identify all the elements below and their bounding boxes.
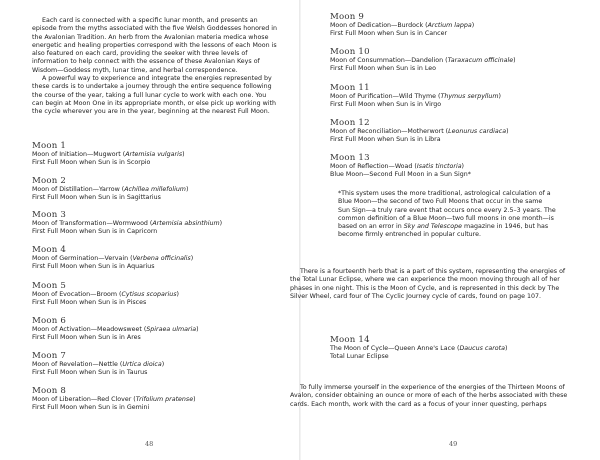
latin-name: Artemisia vulgaris bbox=[125, 151, 183, 158]
moon-herb-line: Moon of Dedication—Burdock (Arctium lappa) bbox=[330, 22, 475, 29]
latin-name: Cytisus scoparius bbox=[121, 291, 177, 298]
moon-sun-line: Blue Moon—Second Full Moon in a Sun Sign* bbox=[330, 171, 471, 179]
moon-herb-line: Moon of Reconciliation—Motherwort (Leonurus cardiaca) bbox=[330, 128, 509, 135]
moon-heading: Moon 2 bbox=[32, 176, 67, 186]
moon-herb-line: Moon of Revelation—Nettle (Urtica dioica) bbox=[32, 361, 165, 368]
moon-heading: Moon 13 bbox=[330, 153, 370, 163]
moon-sun-line: First Full Moon when Sun is in Libra bbox=[330, 136, 441, 144]
moon-heading: Moon 11 bbox=[330, 83, 370, 93]
moon-sun-line: First Full Moon when Sun is in Capricorn bbox=[32, 228, 158, 236]
latin-name: Isatis tinctoria bbox=[416, 163, 462, 170]
moon-heading: Moon 1 bbox=[32, 141, 67, 151]
moon-herb-line: The Moon of Cycle—Queen Anne's Lace (Daucus carota) bbox=[330, 345, 508, 352]
latin-name: Spiraea ulmaria bbox=[146, 326, 197, 333]
moon-sun-line: Total Lunar Eclipse bbox=[330, 353, 389, 361]
moon-entry bbox=[32, 351, 164, 378]
magazine-title: Sky and Telescope bbox=[403, 223, 462, 231]
moon-heading: Moon 8 bbox=[32, 386, 67, 396]
moon-heading: Moon 12 bbox=[330, 118, 370, 128]
intro-paragraph-2: A powerful way to experience and integrate the energies represented by these cards is to undertake a journey through the entire sequence following the course of the year, taking a full lunar cycle to work with each one. You can begin at Moon One in its appropriate month, or else pick up working with the cycle wherever you are in the year, beginning at the nearest Full Moon. bbox=[32, 75, 276, 116]
latin-name: Trifolium pratense bbox=[135, 396, 194, 403]
moon-herb-line: Moon of Activation—Meadowsweet (Spiraea ulmaria) bbox=[32, 326, 199, 333]
latin-name: Verbena officinalis bbox=[132, 255, 191, 262]
latin-name: Achillea millefolium bbox=[124, 186, 186, 193]
left-page bbox=[32, 0, 278, 460]
moon-entry bbox=[330, 335, 507, 362]
moon-herb-line: Moon of Evocation—Broom (Cytisus scoparius) bbox=[32, 291, 179, 298]
moon-entry bbox=[32, 245, 193, 272]
moon-sun-line: First Full Moon when Sun is in Aquarius bbox=[32, 263, 155, 271]
moon-heading: Moon 9 bbox=[330, 12, 365, 22]
moon-entry bbox=[32, 141, 185, 168]
latin-name: Urtica dioica bbox=[122, 361, 162, 368]
moon-sun-line: First Full Moon when Sun is in Leo bbox=[330, 65, 437, 73]
moon-entry bbox=[32, 316, 199, 343]
latin-name: Thymus serpyllum bbox=[440, 93, 499, 100]
moon-herb-line: Moon of Liberation—Red Clover (Trifolium pratense) bbox=[32, 396, 196, 403]
moon-entry bbox=[330, 118, 509, 145]
moon-entry bbox=[32, 281, 179, 308]
page-number: 48 bbox=[145, 440, 154, 448]
page-number: 49 bbox=[449, 440, 458, 448]
moon-sun-line: First Full Moon when Sun is in Pisces bbox=[32, 299, 147, 307]
moon-herb-line: Moon of Transformation—Wormwood (Artemisia absinthium) bbox=[32, 220, 223, 227]
moon-heading: Moon 6 bbox=[32, 316, 67, 326]
immerse-paragraph: To fully immerse yourself in the experience of the energies of the Thirteen Moons of Avalon, consider obtaining an ounce or more of each of the herbs associated with these cards. Each month, work with the card as a focus of your inner questing, perhaps bbox=[290, 384, 568, 408]
moon-entry bbox=[32, 386, 196, 413]
moon-herb-line: Moon of Germination—Vervain (Verbena officinalis) bbox=[32, 255, 194, 262]
moon-heading: Moon 7 bbox=[32, 351, 67, 361]
latin-name: Daucus carota bbox=[459, 345, 505, 352]
moon-heading: Moon 14 bbox=[330, 335, 370, 345]
moon-sun-line: First Full Moon when Sun is in Virgo bbox=[330, 101, 442, 109]
right-page bbox=[290, 0, 568, 460]
moon-herb-line: Moon of Consummation—Dandelion (Taraxacum officinale) bbox=[330, 57, 516, 64]
latin-name: Arctium lappa bbox=[427, 22, 472, 29]
moon-entry bbox=[330, 12, 474, 39]
moon-heading: Moon 3 bbox=[32, 210, 67, 220]
moon-heading: Moon 10 bbox=[330, 47, 370, 57]
moon-sun-line: First Full Moon when Sun is in Scorpio bbox=[32, 159, 151, 167]
moon-sun-line: First Full Moon when Sun is in Cancer bbox=[330, 30, 448, 38]
moon-sun-line: First Full Moon when Sun is in Taurus bbox=[32, 369, 148, 377]
intro-paragraph-1: Each card is connected with a specific lunar month, and presents an episode from the myths associated with the five Welsh Goddesses honored in the Avalonian Tradition. An herb from the Avalonian materia medica whose energetic and healing properties correspond with the lessons of each Moon is also featured on each card, providing the seeker with three levels of information to help connect with the essence of these Avalonian Keys of Wisdom—Goddess myth, lunar time, and herbal correspondence. bbox=[32, 17, 277, 74]
latin-name: Taraxacum officinale bbox=[447, 57, 514, 64]
moon-sun-line: First Full Moon when Sun is in Gemini bbox=[32, 404, 150, 412]
moon-entry bbox=[330, 47, 516, 74]
latin-name: Leonurus cardiaca bbox=[448, 128, 507, 135]
moon-herb-line: Moon of Reflection—Woad (Isatis tinctoria) bbox=[330, 163, 465, 170]
latin-name: Artemisia absinthium bbox=[152, 220, 220, 227]
moon-entry bbox=[330, 83, 501, 110]
moon-entry bbox=[32, 210, 222, 237]
moon-herb-line: Moon of Distillation—Yarrow (Achillea millefolium) bbox=[32, 186, 189, 193]
moon-entry bbox=[330, 153, 471, 180]
moon-herb-line: Moon of Purification—Wild Thyme (Thymus serpyllum) bbox=[330, 93, 502, 100]
moon-herb-line: Moon of Initiation—Mugwort (Artemisia vulgaris) bbox=[32, 151, 185, 158]
fourteenth-herb-paragraph: There is a fourteenth herb that is a part of this system, representing the energies of the Total Lunar Eclipse, where we can experience the moon moving through all of her phases in one night. This is the Moon of Cycle, and is represented in this deck by The Silver Wheel, card four of The Cyclic Journey cycle of cards, found on page 107. bbox=[290, 268, 566, 300]
moon-entry bbox=[32, 176, 188, 203]
moon-sun-line: First Full Moon when Sun is in Sagittarius bbox=[32, 194, 161, 202]
moon-sun-line: First Full Moon when Sun is in Ares bbox=[32, 334, 141, 342]
blue-moon-footnote: *This system uses the more traditional, astrological calculation of a Blue Moon—the second of two Full Moons that occur in the same Sun Sign—a truly rare event that occurs once every 2.5–3 years. The common definition of a Blue Moon—two full moons in one month—is based on an error in Sky and Telescope magazine in 1946, but has become firmly entrenched in popular culture. bbox=[338, 190, 556, 239]
moon-heading: Moon 5 bbox=[32, 281, 67, 291]
moon-heading: Moon 4 bbox=[32, 245, 67, 255]
